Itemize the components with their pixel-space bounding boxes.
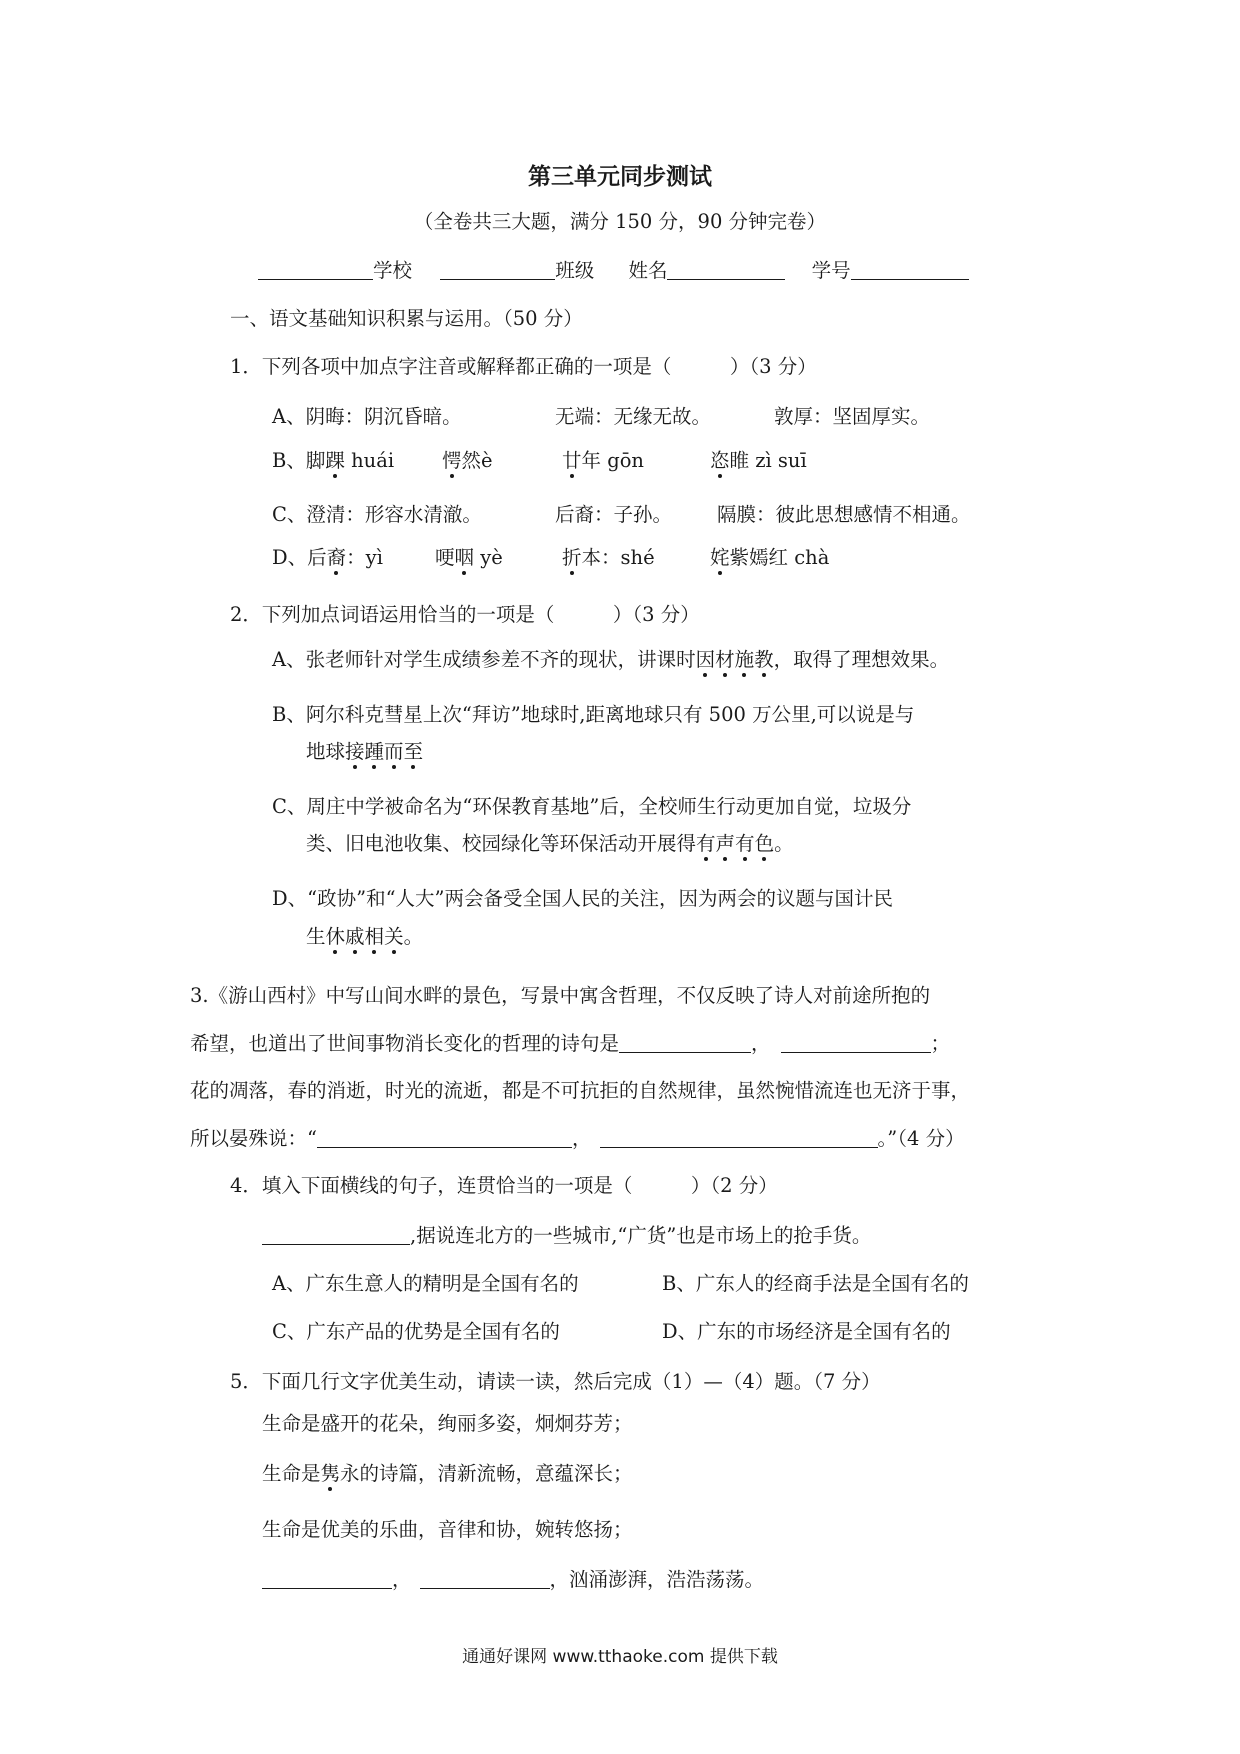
school-label: 学校 (373, 259, 413, 282)
student-info-line (258, 259, 969, 283)
q2-option-d-line1: D、“政协”和“人大”两会备受全国人民的关注，因为两会的议题与国计民 (272, 887, 894, 910)
dotted-char: 至 (403, 740, 424, 763)
answer-blank[interactable] (781, 1033, 931, 1053)
dotted-char: 戚 (345, 925, 365, 948)
dotted-phrase (696, 648, 774, 671)
dotted-char: 施 (734, 648, 755, 671)
question-3-line3: 花的凋落，春的消逝，时光的流逝，都是不可抗拒的自然规律，虽然惋惜流连也无济于事， (190, 1079, 971, 1102)
q4-sentence: ,据说连北方的一些城市,“广货”也是市场上的抢手货。 (262, 1224, 871, 1248)
school-blank[interactable] (258, 260, 373, 280)
q5-line-1: 生命是盛开的花朵，绚丽多姿，炯炯芬芳； (262, 1412, 633, 1435)
q2-option-c-line2: 类、旧电池收集、校园绿化等环保活动开展得有声有色。 (306, 832, 794, 855)
dotted-char: 休 (325, 925, 346, 948)
dotted-phrase (326, 925, 404, 948)
dotted-char: 有 (696, 832, 716, 855)
q1-option-d: D、后裔：yì 哽咽 yè 折本：shé 姹紫嫣红 chà (272, 546, 830, 569)
q1-option-c: C、澄清：形容水清澈。 后裔：子孙。 隔膜：彼此思想感情不相通。 (272, 503, 971, 526)
number-blank[interactable] (851, 260, 969, 280)
answer-blank[interactable] (262, 1225, 410, 1245)
dotted-phrase (696, 832, 774, 855)
number-label: 学号 (811, 259, 851, 282)
q2-option-b-line1: B、阿尔科克彗星上次“拜访”地球时,距离地球只有 500 万公里,可以说是与 (272, 703, 915, 726)
class-label: 班级 (555, 259, 595, 282)
dotted-char: 色 (754, 832, 775, 855)
name-label: 姓名 (628, 259, 668, 282)
dotted-char: 声 (715, 832, 736, 855)
dotted-char: 踵 (364, 740, 385, 763)
q4-option-b: B、广东人的经商手法是全国有名的 (662, 1272, 969, 1295)
answer-blank[interactable] (262, 1569, 392, 1589)
section-heading: 一、语文基础知识积累与运用。（50 分） (230, 307, 583, 330)
question-5-stem: 5．下面几行文字优美生动，请读一读，然后完成（1）—（4）题。（7 分） (230, 1370, 881, 1393)
name-blank[interactable] (667, 260, 785, 280)
dotted-char: 相 (364, 925, 385, 948)
q5-line-3: 生命是优美的乐曲，音律和协，婉转悠扬； (262, 1518, 633, 1541)
q1-option-a: A、阴晦：阴沉昏暗。 无端：无缘无故。 敦厚：坚固厚实。 (272, 405, 931, 428)
question-1-stem: 1．下列各项中加点字注音或解释都正确的一项是（ ）（3 分） (230, 355, 817, 378)
dotted-char: 有 (735, 832, 755, 855)
q2-option-b-line2: 地球接踵而至 (306, 740, 424, 763)
class-blank[interactable] (440, 260, 555, 280)
dotted-char: 教 (754, 648, 774, 671)
answer-blank[interactable] (600, 1128, 878, 1148)
answer-blank[interactable] (420, 1569, 550, 1589)
question-3-line1: 3.《游山西村》中写山间水畔的景色，写景中寓含哲理，不仅反映了诗人对前途所抱的 (190, 984, 931, 1007)
q2-option-a: A、张老师针对学生成绩参差不齐的现状，讲课时因材施教，取得了理想效果。 (272, 648, 950, 671)
question-4-stem: 4．填入下面横线的句子，连贯恰当的一项是（ ）（2 分） (230, 1174, 778, 1197)
dotted-phrase (345, 740, 423, 763)
dotted-char: 接 (345, 740, 365, 763)
q4-option-c: C、广东产品的优势是全国有名的 (272, 1320, 560, 1343)
page-title: 第三单元同步测试 (528, 164, 712, 190)
dotted-char: 而 (384, 740, 404, 763)
q4-option-d: D、广东的市场经济是全国有名的 (662, 1320, 951, 1343)
answer-blank[interactable] (619, 1033, 751, 1053)
q5-line-2: 生命是隽永的诗篇，清新流畅，意蕴深长； (262, 1462, 633, 1485)
exam-subtitle: （全卷共三大题，满分 150 分，90 分钟完卷） (413, 210, 827, 233)
q1-option-b: B、脚踝 huái 愕然è 廿年 gōn 恣睢 zì suī (272, 449, 807, 472)
answer-blank[interactable] (317, 1128, 572, 1148)
footer-credit: 通通好课网 www.tthaoke.com 提供下载 (462, 1647, 778, 1667)
dotted-char: 材 (715, 648, 735, 671)
q2-option-c-line1: C、周庄中学被命名为“环保教育基地”后，全校师生行动更加自觉，垃圾分 (272, 795, 912, 818)
question-3-line2: 希望，也道出了世间事物消长变化的哲理的诗句是 ， ； (190, 1032, 951, 1055)
question-2-stem: 2．下列加点词语运用恰当的一项是（ ）（3 分） (230, 603, 700, 626)
dotted-char: 因 (695, 648, 716, 671)
q5-line-4: ， ，汹涌澎湃，浩浩荡荡。 (262, 1568, 764, 1592)
q2-option-d-line2: 生休戚相关。 (306, 925, 424, 948)
q4-option-a: A、广东生意人的精明是全国有名的 (272, 1272, 579, 1295)
question-3-line4: 所以晏殊说：“ ， 。”（4 分） (190, 1127, 965, 1150)
dotted-char: 关 (384, 925, 404, 948)
